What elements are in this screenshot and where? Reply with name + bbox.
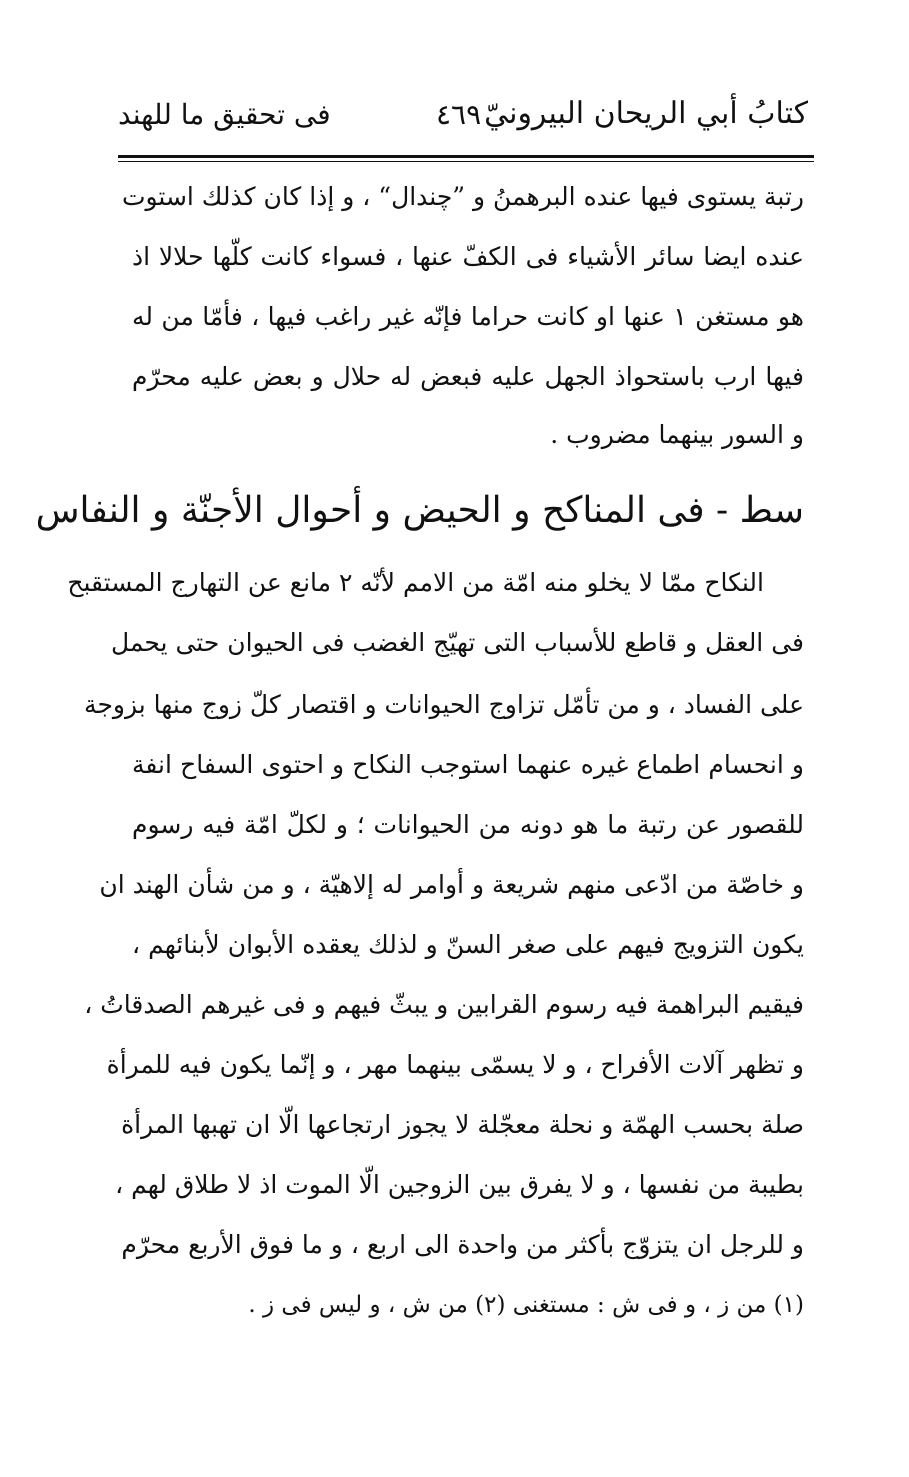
text-line: رتبة يستوى فيها عنده البرهمنُ و ”چندال“ ، و إذا كان كذلك استوت	[121, 182, 804, 211]
running-header	[118, 96, 808, 146]
header-rule-thin	[118, 161, 814, 162]
text-line: فيها ارب باستحواذ الجهل عليه فبعض له حلال و بعض عليه محرّم	[132, 362, 804, 391]
text-line: و تظهر آلات الأفراح ، و لا يسمّى بينهما مهر ، و إنّما يكون فيه للمرأة	[106, 1050, 804, 1079]
text-line: النكاح ممّا لا يخلو منه امّة من الامم لأنّه ٢ مانع عن التهارج المستقبح	[67, 568, 764, 597]
text-line: و خاصّة من ادّعى منهم شريعة و أوامر له إلاهيّة ، و من شأن الهند ان	[99, 870, 804, 899]
text-line: فيقيم البراهمة فيه رسوم القرابين و يبثّ فيهم و فى غيرهم الصدقاتُ ،	[84, 990, 804, 1019]
book-title: كتابُ أبي الريحان البيرونيّ	[484, 96, 808, 131]
footnote: (١) من ز ، و فى ش : مستغنى (٢) من ش ، و ليس فى ز .	[248, 1292, 804, 1318]
section-heading: سط - فى المناكح و الحيض و أحوال الأجنّة و النفاس	[35, 490, 804, 531]
book-subtitle: فى تحقيق ما للهند	[118, 98, 331, 131]
header-rule-thick	[118, 155, 814, 158]
text-line: و السور بينهما مضروب .	[550, 420, 804, 449]
text-line: على الفساد ، و من تأمّل تزاوج الحيوانات و اقتصار كلّ زوج منها بزوجة	[84, 690, 804, 719]
page-number: ٤٦٩	[436, 98, 482, 131]
text-line: يكون التزويج فيهم على صغر السنّ و لذلك يعقده الأبوان لأبنائهم ،	[132, 930, 804, 959]
text-line: و للرجل ان يتزوّج بأكثر من واحدة الى اربع ، و ما فوق الأربع محرّم	[121, 1230, 804, 1259]
text-line: هو مستغن ١ عنها او كانت حراما فإنّه غير راغب فيها ، فأمّا من له	[132, 302, 804, 331]
text-line: للقصور عن رتبة ما هو دونه من الحيوانات ؛ و لكلّ امّة فيه رسوم	[132, 810, 804, 839]
text-line: و انحسام اطماع غيره عنهما استوجب النكاح و احتوى السفاح انفة	[132, 750, 804, 779]
text-line: بطيبة من نفسها ، و لا يفرق بين الزوجين الّا الموت اذ لا طلاق لهم ،	[115, 1170, 804, 1199]
text-line: عنده ايضا سائر الأشياء فى الكفّ عنها ، فسواء كانت كلّها حلالا اذ	[132, 242, 804, 271]
text-line: فى العقل و قاطع للأسباب التى تهيّج الغضب فى الحيوان حتى يحمل	[111, 628, 804, 657]
text-line: صلة بحسب الهمّة و نحلة معجّلة لا يجوز ارتجاعها الّا ان تهبها المرأة	[121, 1110, 804, 1139]
